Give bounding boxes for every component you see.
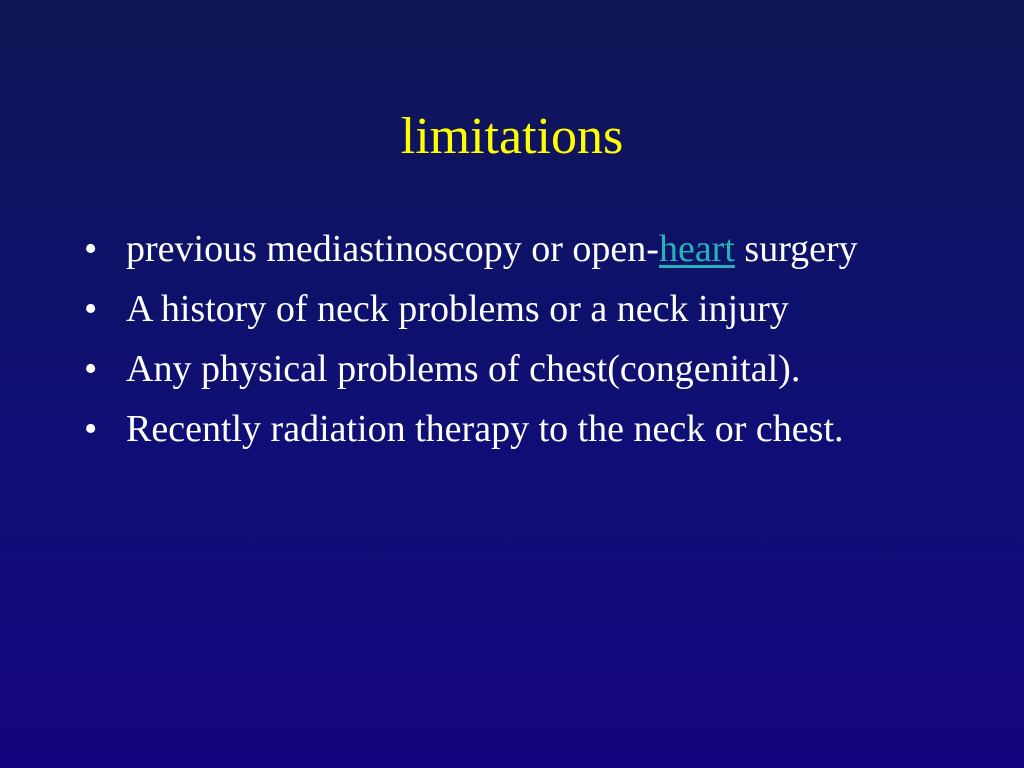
bullet-icon: • (84, 228, 98, 270)
bullet-text-1-end: surgery (734, 228, 858, 270)
slide-title: limitations (400, 108, 624, 165)
bullet-item-4 (84, 406, 964, 453)
bullet-item-3 (84, 346, 964, 393)
bullet-item-2 (84, 286, 964, 333)
bullet-text-3: Any physical problems of chest(congenital). (126, 348, 801, 390)
bullet-text-1-start: previous mediastinoscopy or open- (126, 228, 659, 270)
bullet-text-2: A history of neck problems or a neck injury (126, 288, 789, 330)
bullet-item-1 (84, 226, 964, 273)
bullet-icon: • (84, 408, 98, 450)
bullet-list (84, 226, 964, 466)
bullet-icon: • (84, 348, 98, 390)
heart-link[interactable]: heart (658, 228, 735, 270)
bullet-icon: • (84, 288, 98, 330)
bullet-text-4: Recently radiation therapy to the neck or chest. (126, 408, 844, 450)
